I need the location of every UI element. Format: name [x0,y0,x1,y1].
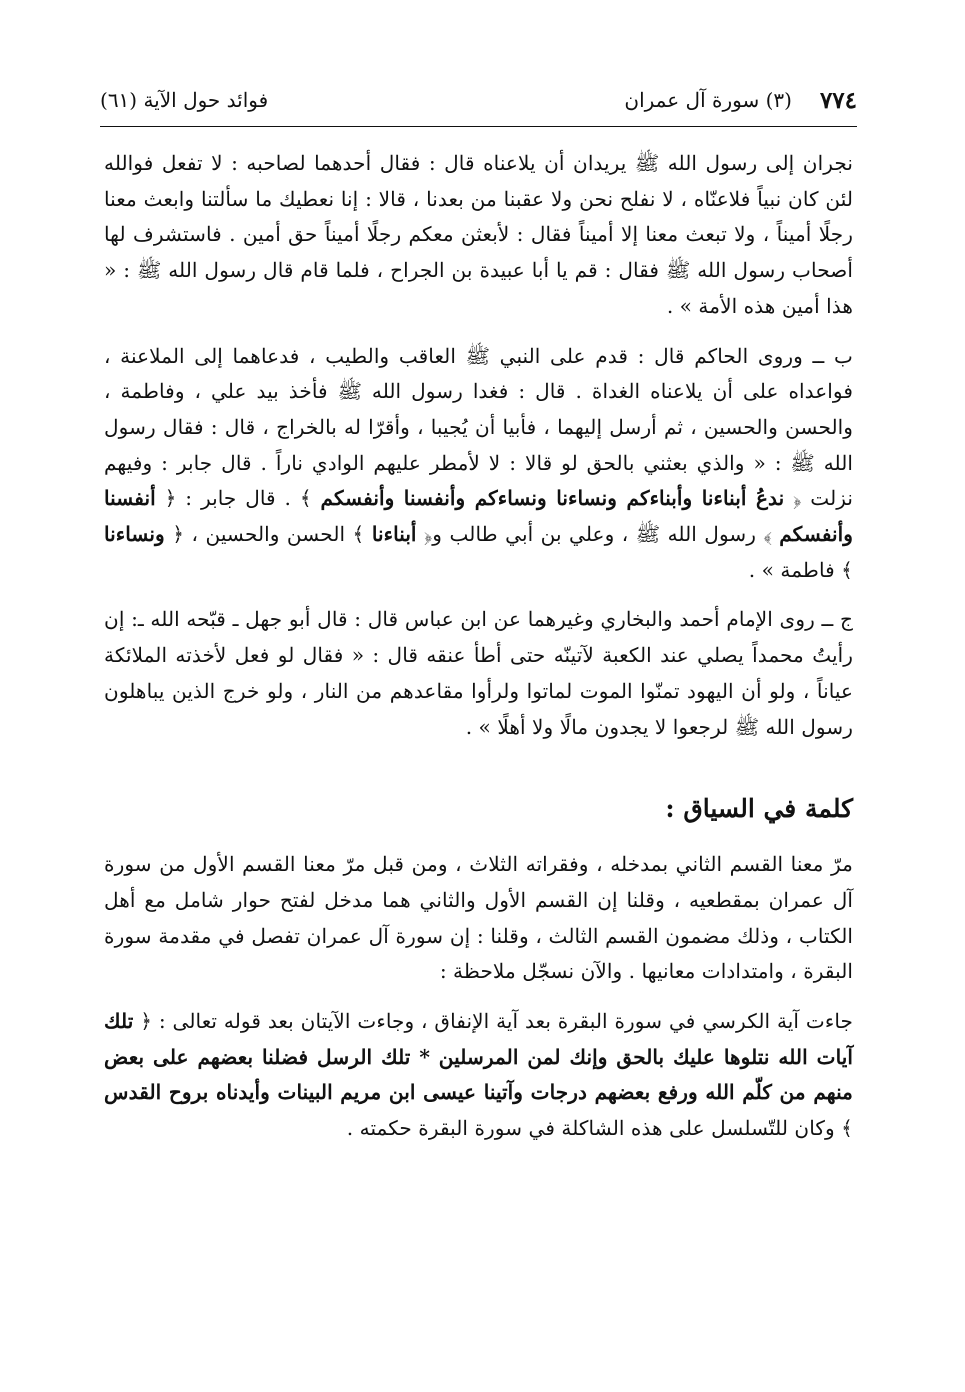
surah-title: (٣) سورة آل عمران [624,88,792,112]
text-run: ﴾ وكان للتّسلسل على هذه الشاكلة في سورة البقرة حكمته . [346,1116,853,1141]
quran-quote: أنفسنا وأنفسكم [104,486,854,547]
quran-quote: تلك آيات الله نتلوها عليك بالحق وإنك لمن المرسلين * تلك الرسل فضلنا بعضهم على بعض منهم من كلّم الله ورفع بعضهم درجات وآتينا عيسى ابن مريم البينات وأيدناه بروح القدس [104,1009,853,1105]
page-number: ٧٧٤ [819,86,857,114]
quran-quote: أبناءنا [371,522,417,547]
text-run: ﴾ رسول الله ﷺ ، وعلي بن أبي طالب و﴿ [424,522,772,547]
header-rule [100,126,857,127]
text-run: جاءت آية الكرسي في سورة البقرة بعد آية الإنفاق ، وجاءت الآيتان بعد قوله تعالى : ﴿ [140,1009,854,1034]
paragraph-hakim [104,339,853,589]
text-run: ب ــ وروى الحاكم قال : قدم على النبي ﷺ العاقب والطيب ، فدعاهما إلى الملاعنة ، فواعداه على أن يلاعناه الغداة . قال : فغدا رسول الله ﷺ فأخذ بيد علي ، وفاطمة ، والحسن والحسين ، ثم أرسل إليهما ، فأبيا أن يُجيبا ، وأقرّا له بالخراج ، قال : فقال رسول الله ﷺ : « والذي بعثني بالحق لو قالا : لا لأمطر عليهم الوادي ناراً . قال جابر : وفيهم نزلت ﴿ [104,343,854,511]
paragraph-ibn-abbas: ج ــ روى الإمام أحمد والبخاري وغيرهما عن ابن عباس قال : قال أبو جهل ـ قبّحه الله ـ: إن رأيتُ محمداً يصلي عند الكعبة لآتينّه حتى أطأ عنقه قال : « فقال لو فعل لأخذته الملائكة عياناً ، ولو أن اليهود تمنّوا الموت لماتوا ولرأوا مقاعدهم من النار ، ولو خرج الذين يباهلون رسول الله ﷺ لرجعوا لا يجدون مالًا ولا أهلًا » . [104,607,853,739]
header-right-group [624,87,857,114]
paragraph-ayat-kursi [104,1004,853,1147]
quran-quote: ونساءنا [104,522,165,547]
text-run: ﴾ فاطمة » . [748,557,853,582]
paragraph-najran: نجران إلى رسول الله ﷺ يريدان أن يلاعناه قال : فقال أحدهما لصاحبه : لا تفعل فوالله لئن كان نبياً فلاعنّاه ، لا نفلح نحن ولا عقبنا من بعدنا ، قالا : إنا نعطيك ما سألتنا وابعث معنا رجلًا أميناً ، ولا تبعث معنا إلا أميناً فقال : لأبعثن معكم رجلًا أميناً حق أمين . فاستشرف لها أصحاب رسول الله ﷺ فقال : قم يا أبا عبيدة بن الجراح ، فلما قام قال رسول الله ﷺ : « هذا أمين هذه الأمة » . [104,151,853,318]
text-run: ﴾ الحسن والحسين ، ﴿ [172,522,365,547]
section-topic: فوائد حول الآية (٦١) [100,88,269,112]
quran-quote: ندعُ أبناءنا وأبناءكم ونساءنا ونساءكم وأنفسنا وأنفسكم [320,486,785,511]
paragraph-context: مرّ معنا القسم الثاني بمدخله ، وفقراته الثلاث ، ومن قبل مرّ معنا القسم الأول من سورة آل عمران بمقطعيه ، وقلنا إن القسم الأول والثاني هما مدخل لفتح حوار شامل مع أهل الكتاب ، وذلك مضمون القسم الثالث ، وقلنا : إن سورة آل عمران تفصل في مقدمة سورة البقرة ، وامتدادات معانيها . والآن نسجّل ملاحظة : [104,852,853,984]
page-header [100,82,857,118]
text-run: ﴾ . قال جابر : ﴿ [164,486,312,511]
section-heading: كلمة في السياق : [665,794,853,824]
page-body [104,146,853,1147]
